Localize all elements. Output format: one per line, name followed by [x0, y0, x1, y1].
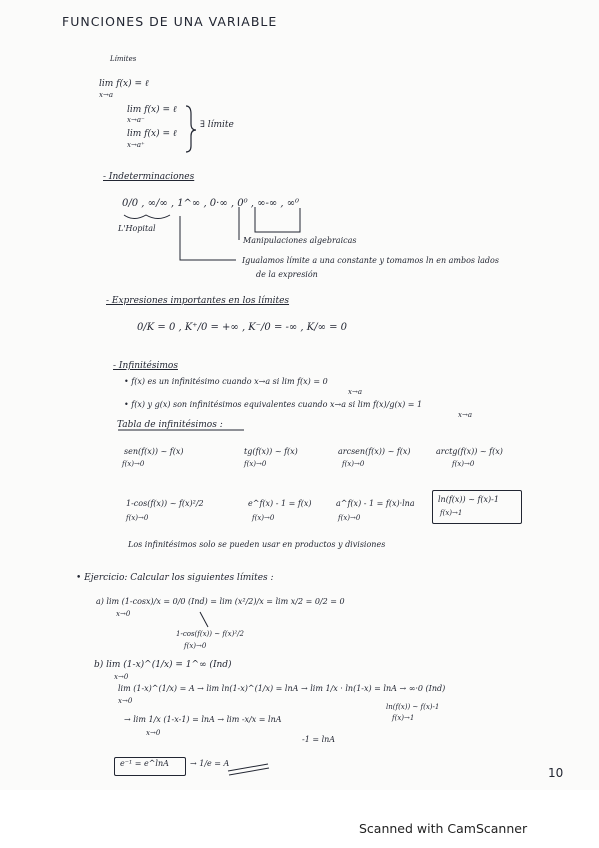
- infinitesimo-def2-sub: x→a: [458, 411, 472, 419]
- ejercicio-b-sub: x→0: [114, 673, 129, 681]
- tabla-r2-c2: e^f(x) - 1 = f(x): [248, 499, 312, 508]
- ejercicio-a-note-sub: f(x)→0: [184, 642, 207, 650]
- tabla-r2-c4: ln(f(x)) ~ f(x)-1: [438, 495, 499, 504]
- expresion-note: de la expresión: [256, 270, 318, 279]
- ejercicio-heading: • Ejercicio: Calcular los siguientes límites :: [76, 573, 274, 583]
- tabla-r1-c3: arcsen(f(x)) ~ f(x): [338, 447, 411, 456]
- igualamos-note: Igualamos límite a una constante y tomamos ln en ambos lados: [242, 256, 499, 265]
- expresiones-formula: 0/K = 0 , K⁺/0 = +∞ , K⁻/0 = -∞ , K/∞ = 0: [137, 322, 348, 333]
- expresiones-heading: - Expresiones importantes en los límites: [106, 296, 290, 306]
- tabla-r1-c2: tg(f(x)) ~ f(x): [244, 447, 298, 456]
- tabla-r2-c4-cond: f(x)→1: [440, 509, 463, 517]
- hopital-label: L'Hopital: [118, 224, 156, 233]
- ejercicio-a-sub: x→0: [116, 610, 131, 618]
- ejercicio-b-result: e⁻¹ = e^lnA: [120, 759, 169, 768]
- tabla-r1-c1-cond: f(x)→0: [122, 460, 145, 468]
- infinitesimo-def1-sub: x→a: [348, 388, 362, 396]
- ejercicio-b-step1: lim (1-x)^(1/x) = A → lim ln(1-x)^(1/x) = lnA → lim 1/x · ln(1-x) = lnA → ∞·0 (Ind): [118, 684, 446, 693]
- page-number: 10: [548, 766, 564, 780]
- tabla-r1-c2-cond: f(x)→0: [244, 460, 267, 468]
- infinitesimo-def2: • f(x) y g(x) son infinitésimos equivalentes cuando x→a si lim f(x)/g(x) = 1: [124, 400, 423, 409]
- right-limit-sub: x→a⁺: [127, 141, 145, 149]
- ejercicio-b-note: ln(f(x)) ~ f(x)-1: [386, 703, 440, 711]
- infinitesimo-def1: • f(x) es un infinitésimo cuando x→a si lim f(x) = 0: [124, 377, 328, 386]
- tabla-r1-c3-cond: f(x)→0: [342, 460, 365, 468]
- ejercicio-b-note-sub: f(x)→1: [392, 714, 415, 722]
- tabla-r2-c2-cond: f(x)→0: [252, 514, 275, 522]
- ejercicio-b-step3: -1 = lnA: [302, 735, 336, 744]
- tabla-r2-c1: 1-cos(f(x)) ~ f(x)²/2: [126, 499, 204, 508]
- page-title: FUNCIONES DE UNA VARIABLE: [62, 14, 278, 29]
- tabla-r1-c1: sen(f(x)) ~ f(x): [124, 447, 184, 456]
- ejercicio-a: a) lim (1-cosx)/x = 0/0 (Ind) = lim (x²/2)/x = lim x/2 = 0/2 = 0: [96, 597, 345, 606]
- left-limit: lim f(x) = ℓ: [127, 105, 177, 115]
- tabla-r2-c1-cond: f(x)→0: [126, 514, 149, 522]
- indeterminaciones-heading: - Indeterminaciones: [103, 172, 195, 182]
- tabla-r1-c4: arctg(f(x)) ~ f(x): [436, 447, 503, 456]
- left-limit-sub: x→a⁻: [127, 116, 145, 124]
- tabla-r1-c4-cond: f(x)→0: [452, 460, 475, 468]
- camscanner-watermark: Scanned with CamScanner: [359, 821, 528, 836]
- limit-definition: lim f(x) = ℓ: [99, 79, 149, 89]
- tabla-r2-c3-cond: f(x)→0: [338, 514, 361, 522]
- indeterminate-forms: 0/0 , ∞/∞ , 1^∞ , 0·∞ , 0⁰ , ∞-∞ , ∞⁰: [122, 198, 300, 209]
- ejercicio-b-final: → 1/e = A: [190, 759, 230, 768]
- ejercicio-b: b) lim (1-x)^(1/x) = 1^∞ (Ind): [94, 660, 232, 670]
- ejercicio-b-step2-sub: x→0: [146, 729, 161, 737]
- infinitesimos-note: Los infinitésimos solo se pueden usar en productos y divisiones: [128, 540, 386, 549]
- right-limit: lim f(x) = ℓ: [127, 129, 177, 139]
- infinitesimos-heading: - Infinitésimos: [113, 361, 178, 371]
- limit-definition-sub: x→a: [99, 91, 113, 99]
- ejercicio-b-step1-sub: x→0: [118, 697, 133, 705]
- ejercicio-a-note: 1-cos(f(x)) ~ f(x)²/2: [176, 630, 244, 638]
- limites-heading: Límites: [110, 55, 137, 63]
- manipulaciones-label: Manipulaciones algebraicas: [243, 236, 357, 245]
- limit-exists-note: ∃ límite: [200, 120, 234, 130]
- tabla-heading: Tabla de infinitésimos :: [117, 420, 223, 430]
- ejercicio-b-step2: → lim 1/x (1-x-1) = lnA → lim -x/x = lnA: [124, 715, 282, 724]
- tabla-r2-c3: a^f(x) - 1 = f(x)·lna: [336, 499, 415, 508]
